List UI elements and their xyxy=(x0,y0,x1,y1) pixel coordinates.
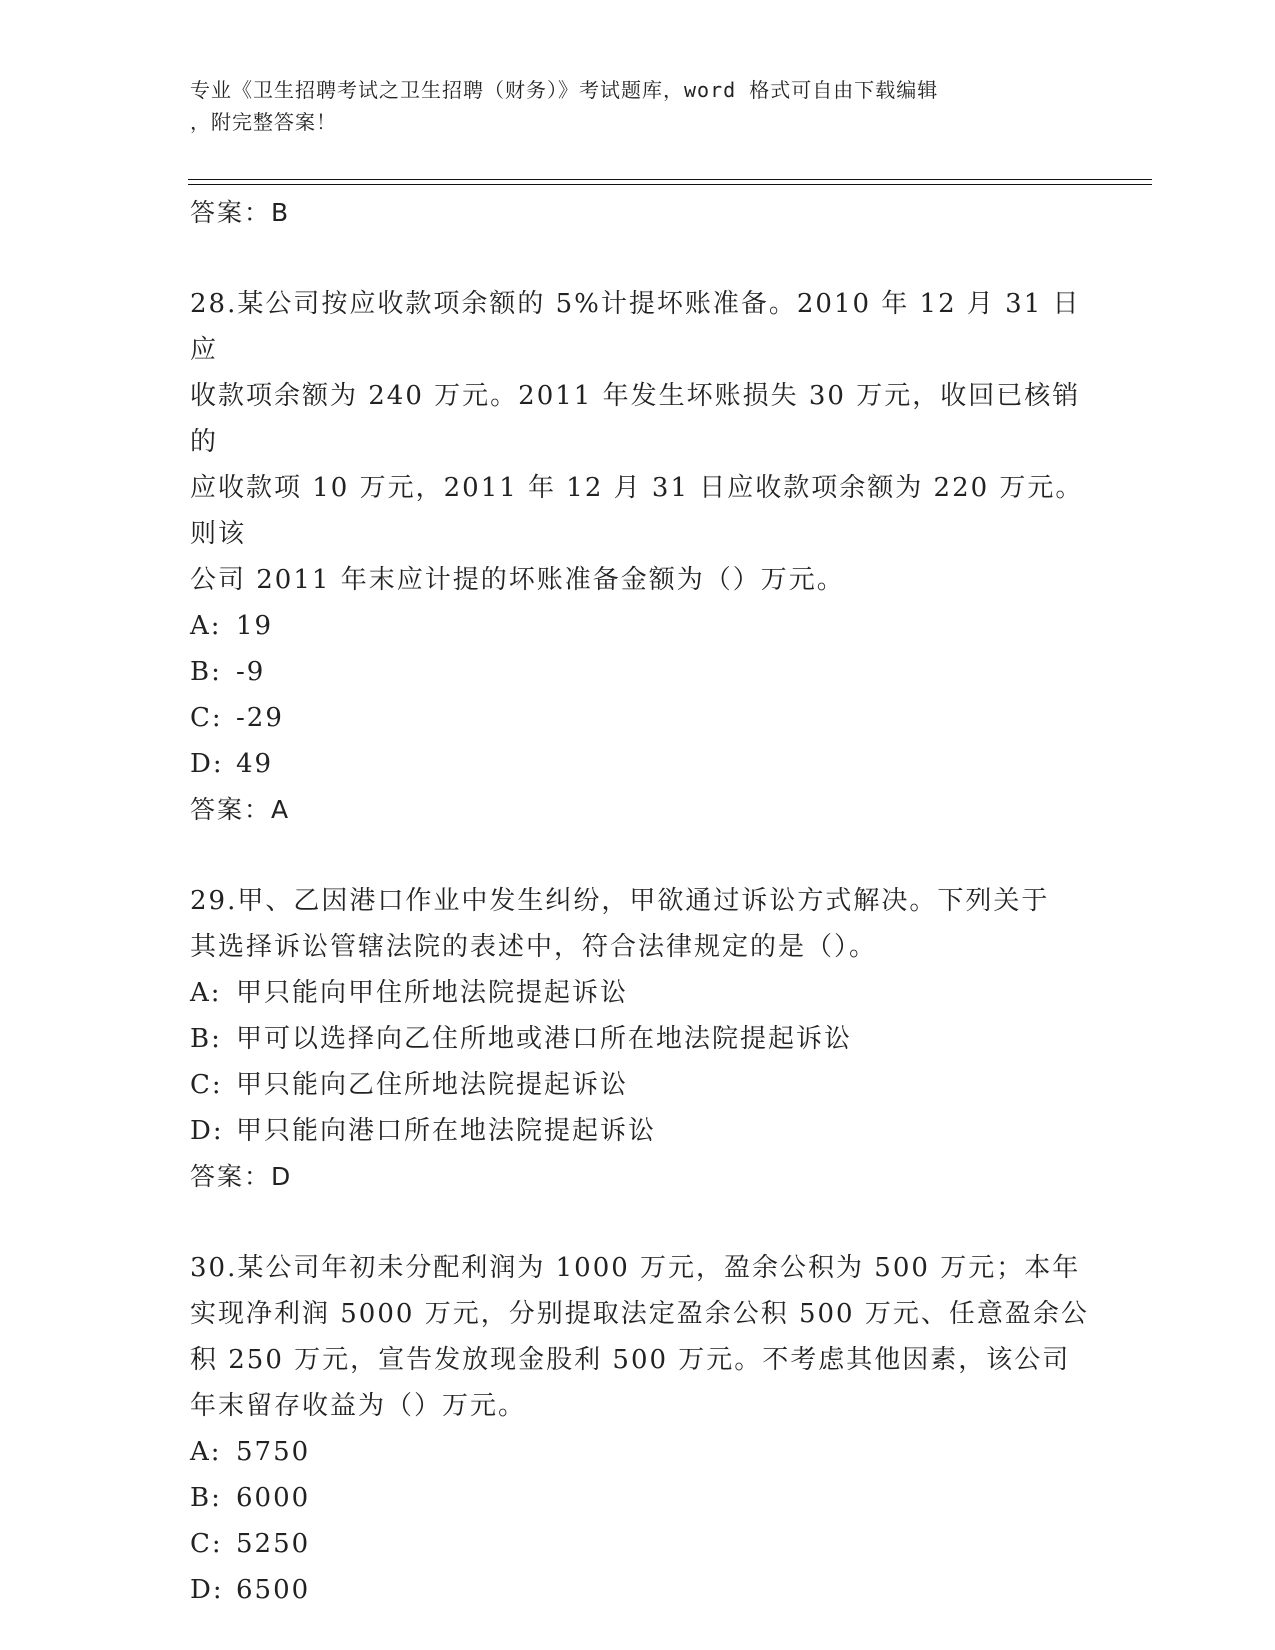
question-29 xyxy=(190,878,1090,1199)
stem-line: 应收款项 10 万元，2011 年 12 月 31 日应收款项余额为 220 万元。则该 xyxy=(190,473,1084,549)
option-letter: C: xyxy=(190,1070,223,1100)
option-a xyxy=(190,970,1090,1016)
option-letter: C: xyxy=(190,1529,223,1559)
option-text: 5250 xyxy=(236,1529,311,1559)
stem-line: 28.某公司按应收款项余额的 5%计提坏账准备。2010 年 12 月 31 日应 xyxy=(190,289,1081,365)
stem-line: 公司 2011 年末应计提的坏账准备金额为（）万元。 xyxy=(190,565,845,595)
option-text: -9 xyxy=(236,657,266,687)
stem-line: 积 250 万元，宣告发放现金股利 500 万元。不考虑其他因素，该公司 xyxy=(190,1345,1071,1375)
option-c xyxy=(190,695,1090,741)
header-rule-bottom xyxy=(188,184,1152,185)
option-letter: B: xyxy=(190,657,222,687)
header-line-1: 专业《卫生招聘考试之卫生招聘（财务）》考试题库，word 格式可自由下载编辑 xyxy=(190,78,939,102)
question-30 xyxy=(190,1245,1090,1613)
stem-line: 29.甲、乙因港口作业中发生纠纷，甲欲通过诉讼方式解决。下列关于 xyxy=(190,886,1050,916)
option-c xyxy=(190,1521,1090,1567)
option-letter: C: xyxy=(190,703,223,733)
option-text: 5750 xyxy=(236,1437,311,1467)
option-letter: B: xyxy=(190,1483,222,1513)
option-letter: A: xyxy=(190,611,222,641)
answer: 答案：A xyxy=(190,795,291,824)
option-letter: D: xyxy=(190,749,224,779)
question-stem xyxy=(190,281,1090,603)
stem-line: 收款项余额为 240 万元。2011 年发生坏账损失 30 万元，收回已核销的 xyxy=(190,381,1081,457)
option-text: 甲可以选择向乙住所地或港口所在地法院提起诉讼 xyxy=(236,1024,853,1054)
option-text: 甲只能向乙住所地法院提起诉讼 xyxy=(236,1070,629,1100)
stem-line: 实现净利润 5000 万元，分别提取法定盈余公积 500 万元、任意盈余公 xyxy=(190,1299,1089,1329)
question-stem xyxy=(190,1245,1090,1429)
option-text: 49 xyxy=(236,749,274,779)
option-text: 6500 xyxy=(236,1575,311,1605)
option-d xyxy=(190,1108,1090,1154)
header-rule-top xyxy=(188,179,1152,180)
option-b xyxy=(190,649,1090,695)
option-letter: D: xyxy=(190,1575,224,1605)
option-text: 19 xyxy=(236,611,274,641)
option-text: 甲只能向港口所在地法院提起诉讼 xyxy=(236,1116,657,1146)
previous-answer: 答案：B xyxy=(190,198,291,227)
option-text: -29 xyxy=(236,703,284,733)
option-b xyxy=(190,1016,1090,1062)
answer: 答案：D xyxy=(190,1162,293,1191)
option-letter: A: xyxy=(190,1437,222,1467)
stem-line: 30.某公司年初未分配利润为 1000 万元，盈余公积为 500 万元；本年 xyxy=(190,1253,1081,1283)
question-28 xyxy=(190,281,1090,832)
option-text: 甲只能向甲住所地法院提起诉讼 xyxy=(236,978,629,1008)
question-stem xyxy=(190,878,1090,970)
option-a xyxy=(190,1429,1090,1475)
document-header xyxy=(190,74,1070,138)
spacer xyxy=(190,832,1090,878)
stem-line: 其选择诉讼管辖法院的表述中，符合法律规定的是（）。 xyxy=(190,932,878,962)
question-list xyxy=(190,190,1090,1613)
header-line-2: ，附完整答案！ xyxy=(190,110,337,134)
option-c xyxy=(190,1062,1090,1108)
stem-line: 年末留存收益为（）万元。 xyxy=(190,1391,527,1421)
option-text: 6000 xyxy=(236,1483,311,1513)
option-letter: B: xyxy=(190,1024,222,1054)
spacer xyxy=(190,235,1090,281)
option-d xyxy=(190,741,1090,787)
option-b xyxy=(190,1475,1090,1521)
option-letter: D: xyxy=(190,1116,224,1146)
option-letter: A: xyxy=(190,978,222,1008)
option-a xyxy=(190,603,1090,649)
spacer xyxy=(190,1199,1090,1245)
option-d xyxy=(190,1567,1090,1613)
